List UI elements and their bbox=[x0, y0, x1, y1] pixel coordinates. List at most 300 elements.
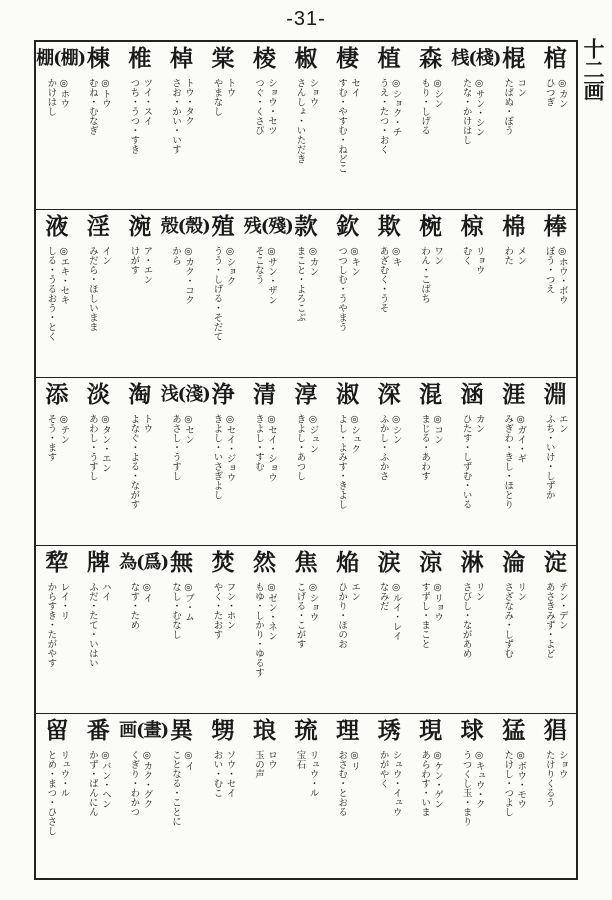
kanji-readings bbox=[493, 414, 535, 509]
kun-reading: うえ・たつ・おく bbox=[377, 78, 389, 154]
kun-reading: つつしむ・うやまう bbox=[336, 246, 348, 332]
kanji-character: 椒 bbox=[294, 45, 318, 72]
kanji-readings bbox=[78, 750, 120, 817]
kanji-character: 棹 bbox=[169, 45, 193, 72]
on-reading: ◎ジュン bbox=[307, 414, 319, 454]
kun-reading: ことなる・ことに bbox=[169, 750, 181, 826]
kanji-character: 植 bbox=[377, 45, 401, 72]
kanji-character: 犂 bbox=[45, 549, 69, 576]
kun-reading: きよし・すむ bbox=[253, 414, 265, 471]
kanji-readings bbox=[78, 414, 120, 481]
on-reading: セイ bbox=[349, 78, 361, 97]
kanji-character: 淫 bbox=[86, 213, 110, 240]
kun-reading: から bbox=[169, 246, 181, 265]
kun-reading: きよし・いさぎよし bbox=[211, 414, 223, 500]
on-reading: ◎コン bbox=[432, 414, 444, 444]
kun-reading: よし・よみす・きよし bbox=[336, 414, 348, 509]
kun-reading: ぼう・つえ bbox=[543, 246, 555, 294]
on-reading: コン bbox=[515, 78, 527, 97]
on-reading: ◎ルイ・レイ bbox=[390, 582, 402, 641]
on-reading: ◎イ bbox=[182, 750, 194, 771]
kanji-readings bbox=[285, 750, 327, 798]
on-reading: イン bbox=[99, 246, 111, 265]
kanji-readings bbox=[327, 78, 369, 173]
on-reading: ア・エン bbox=[141, 246, 153, 284]
kun-reading: そう・ます bbox=[45, 414, 57, 462]
kanji-character: 淘 bbox=[128, 381, 152, 408]
kanji-entry bbox=[119, 546, 169, 713]
kanji-readings bbox=[244, 414, 286, 482]
on-reading: フン・ホン bbox=[224, 582, 236, 630]
kanji-entry bbox=[78, 378, 120, 545]
kanji-character: 淵 bbox=[543, 381, 567, 408]
kanji-entry bbox=[160, 378, 210, 545]
on-reading: ショウ・セツ bbox=[266, 78, 278, 135]
kanji-entry bbox=[327, 42, 369, 209]
kun-reading: しる・うるおう・とく bbox=[45, 246, 57, 341]
kanji-entry bbox=[327, 714, 369, 878]
on-reading: ハイ bbox=[99, 582, 111, 601]
kanji-character: 画(畫) bbox=[119, 720, 169, 741]
kanji-readings bbox=[451, 582, 493, 658]
kanji-readings bbox=[327, 246, 369, 332]
kanji-character: 焔 bbox=[336, 549, 360, 576]
kanji-readings bbox=[244, 246, 286, 305]
on-reading: ◎シュク bbox=[349, 414, 361, 454]
kanji-character: 残(殘) bbox=[243, 216, 293, 237]
on-reading: ◎リ bbox=[349, 750, 361, 771]
on-reading: リン bbox=[515, 582, 527, 601]
section-label-stroke-count: 十二画 bbox=[581, 38, 606, 101]
kanji-character: 欺 bbox=[377, 213, 401, 240]
kanji-entry bbox=[244, 378, 286, 545]
kanji-entry bbox=[244, 546, 286, 713]
kanji-character: 淳 bbox=[294, 381, 318, 408]
kanji-readings bbox=[161, 750, 203, 826]
kanji-character: 理 bbox=[336, 717, 360, 744]
kun-reading: なみだ bbox=[377, 582, 389, 611]
kanji-readings bbox=[161, 414, 203, 481]
kanji-readings bbox=[410, 750, 452, 817]
kun-reading: たばぬ・ぼう bbox=[502, 78, 514, 135]
kanji-character: 甥 bbox=[211, 717, 235, 744]
kanji-entry bbox=[202, 42, 244, 209]
on-reading: ◎ゼン・ネン bbox=[266, 582, 278, 641]
kun-reading: ふだ・たて・いはい bbox=[86, 582, 98, 668]
on-reading: リョウ bbox=[473, 246, 485, 275]
on-reading: ロウ bbox=[266, 750, 278, 769]
on-reading: ワン bbox=[432, 246, 444, 265]
on-reading: ツイ・スイ bbox=[141, 78, 153, 126]
kun-reading: あさし・うすし bbox=[169, 414, 181, 481]
kanji-readings bbox=[534, 246, 576, 305]
kanji-entry bbox=[36, 378, 78, 545]
kanji-entry bbox=[451, 210, 493, 377]
kun-reading: むく bbox=[460, 246, 472, 265]
kanji-entry bbox=[202, 714, 244, 878]
on-reading: リュウ・ル bbox=[58, 750, 70, 798]
kanji-character: 猛 bbox=[502, 717, 526, 744]
kanji-character: 牌 bbox=[86, 549, 110, 576]
kun-reading: ふかし・ふかさ bbox=[377, 414, 389, 481]
kanji-entry bbox=[202, 546, 244, 713]
kun-reading: もゆ・しかり・ゆるす bbox=[253, 582, 265, 677]
kun-reading: みだら・ほしいまま bbox=[86, 246, 98, 332]
kanji-readings bbox=[451, 750, 493, 826]
on-reading: ◎ケン・ゲン bbox=[432, 750, 444, 809]
on-reading: ショウ bbox=[307, 78, 319, 107]
kanji-readings bbox=[285, 414, 327, 481]
on-reading: ◎キ bbox=[390, 246, 402, 267]
kanji-entry bbox=[327, 210, 369, 377]
kanji-readings bbox=[368, 414, 410, 481]
kanji-entry bbox=[119, 210, 161, 377]
kanji-entry bbox=[78, 714, 120, 878]
kun-reading: たけし・つよし bbox=[502, 750, 514, 817]
kanji-character: 為(爲) bbox=[119, 552, 169, 573]
kanji-readings bbox=[119, 414, 161, 509]
kanji-entry bbox=[410, 378, 452, 545]
kun-reading: ふち・いけ・しずか bbox=[543, 414, 555, 500]
kanji-readings bbox=[493, 246, 535, 265]
kanji-readings bbox=[36, 246, 78, 341]
kun-reading: そこなう bbox=[253, 246, 265, 284]
on-reading: ソウ・セイ bbox=[224, 750, 236, 798]
kanji-readings bbox=[327, 414, 369, 509]
kanji-row bbox=[36, 210, 576, 378]
kun-reading: かがやく bbox=[377, 750, 389, 788]
kun-reading: あらわす・いま bbox=[419, 750, 431, 817]
kanji-readings bbox=[244, 78, 286, 135]
kanji-readings bbox=[202, 582, 244, 639]
kanji-row bbox=[36, 714, 576, 878]
on-reading: ◎キュウ・ク bbox=[473, 750, 485, 809]
kanji-readings bbox=[78, 582, 120, 668]
kanji-readings bbox=[451, 414, 493, 509]
kanji-character: 琇 bbox=[377, 717, 401, 744]
kanji-readings bbox=[410, 414, 452, 481]
kanji-character: 浅(淺) bbox=[160, 384, 210, 405]
kanji-entry bbox=[327, 546, 369, 713]
kanji-character: 棉 bbox=[502, 213, 526, 240]
kanji-readings bbox=[451, 246, 493, 275]
kanji-character: 琅 bbox=[253, 717, 277, 744]
kanji-entry bbox=[119, 42, 161, 209]
kanji-entry bbox=[534, 546, 576, 713]
kun-reading: ひたす・しずむ・いる bbox=[460, 414, 472, 509]
kanji-entry bbox=[36, 546, 78, 713]
kanji-character: 猖 bbox=[543, 717, 567, 744]
kanji-character: 然 bbox=[253, 549, 277, 576]
kanji-readings bbox=[119, 246, 161, 284]
kun-reading: やく・たおす bbox=[211, 582, 223, 639]
kanji-readings bbox=[119, 582, 161, 630]
kun-reading: つち・うつ・すき bbox=[128, 78, 140, 154]
kun-reading: ひかり・ほのお bbox=[336, 582, 348, 649]
on-reading: ◎サン・ザン bbox=[266, 246, 278, 305]
kanji-character: 添 bbox=[45, 381, 69, 408]
kanji-entry bbox=[451, 42, 501, 209]
kanji-readings bbox=[368, 750, 410, 817]
on-reading: ◎ホウ bbox=[58, 78, 70, 108]
kanji-character: 焦 bbox=[294, 549, 318, 576]
kanji-character: 淋 bbox=[460, 549, 484, 576]
on-reading: ◎セイ・ショウ bbox=[266, 414, 278, 482]
kanji-character: 琉 bbox=[294, 717, 318, 744]
kanji-row bbox=[36, 378, 576, 546]
kanji-entry bbox=[534, 378, 576, 545]
kanji-readings bbox=[534, 414, 576, 500]
kanji-character: 棍 bbox=[502, 45, 526, 72]
kanji-character: 椎 bbox=[128, 45, 152, 72]
kanji-readings bbox=[534, 78, 576, 108]
kanji-character: 棲 bbox=[336, 45, 360, 72]
kanji-character: 淡 bbox=[86, 381, 110, 408]
kanji-readings bbox=[202, 750, 244, 798]
on-reading: ◎シン bbox=[432, 78, 444, 108]
kanji-readings bbox=[202, 78, 244, 116]
kanji-entry bbox=[493, 210, 535, 377]
page-number: -31- bbox=[286, 8, 326, 30]
kanji-character: 款 bbox=[294, 213, 318, 240]
kanji-character: 棒 bbox=[543, 213, 567, 240]
kanji-readings bbox=[534, 750, 576, 807]
on-reading: トウ・タク bbox=[182, 78, 194, 126]
on-reading: ◎セン bbox=[182, 414, 194, 444]
kanji-entry bbox=[36, 42, 86, 209]
on-reading: ◎ショウ bbox=[307, 582, 319, 622]
kanji-entry bbox=[36, 210, 78, 377]
kanji-character: 棺 bbox=[543, 45, 567, 72]
kanji-entry bbox=[368, 546, 410, 713]
kanji-entry bbox=[368, 714, 410, 878]
kun-reading: あわし・うすし bbox=[86, 414, 98, 481]
kanji-readings bbox=[36, 750, 78, 836]
kanji-readings bbox=[161, 246, 203, 305]
on-reading: ◎カク・コク bbox=[182, 246, 194, 305]
kanji-entry bbox=[493, 546, 535, 713]
kanji-character: 涼 bbox=[419, 549, 443, 576]
kanji-character: 棚(棚) bbox=[36, 48, 86, 69]
kanji-character: 留 bbox=[45, 717, 69, 744]
kanji-character: 淑 bbox=[336, 381, 360, 408]
kun-reading: わん・こばち bbox=[419, 246, 431, 303]
kun-reading: さざなみ・しずむ bbox=[502, 582, 514, 658]
kanji-entry bbox=[119, 378, 161, 545]
kanji-character: 淀 bbox=[543, 549, 567, 576]
kanji-character: 椀 bbox=[419, 213, 443, 240]
on-reading: ◎トウ bbox=[99, 78, 111, 108]
kun-reading: みぎわ・きし・ほとり bbox=[502, 414, 514, 509]
kun-reading: すむ・やすむ・ねどこ bbox=[336, 78, 348, 173]
on-reading: ◎テン bbox=[58, 414, 70, 444]
kanji-character: 淪 bbox=[502, 549, 526, 576]
kanji-entry bbox=[244, 714, 286, 878]
kanji-readings bbox=[202, 414, 244, 500]
kanji-character: 棠 bbox=[211, 45, 235, 72]
kanji-readings bbox=[36, 582, 78, 668]
on-reading: メン bbox=[515, 246, 527, 265]
kanji-readings bbox=[368, 246, 410, 313]
kun-reading: くぎり・わかつ bbox=[128, 750, 140, 817]
kanji-readings bbox=[244, 750, 286, 779]
kun-reading: よなぐ・よる・ながす bbox=[128, 414, 140, 509]
kun-reading: あざむく・うそ bbox=[377, 246, 389, 313]
kanji-readings bbox=[368, 78, 410, 154]
kanji-readings bbox=[493, 582, 535, 658]
kanji-readings bbox=[493, 78, 535, 135]
kanji-character: 無 bbox=[169, 549, 193, 576]
kanji-character: 清 bbox=[253, 381, 277, 408]
kanji-character: 浄 bbox=[211, 381, 235, 408]
kanji-row bbox=[36, 546, 576, 714]
kanji-character: 殖 bbox=[211, 213, 235, 240]
kun-reading: ひつぎ bbox=[543, 78, 555, 107]
kanji-readings bbox=[202, 246, 244, 341]
on-reading: ショウ bbox=[556, 750, 568, 779]
on-reading: リン bbox=[473, 582, 485, 601]
kun-reading: きよし・あつし bbox=[294, 414, 306, 481]
kun-reading: うう・しげる・そだて bbox=[211, 246, 223, 341]
kanji-readings bbox=[493, 750, 535, 817]
kanji-entry bbox=[285, 378, 327, 545]
on-reading: ◎サン・シン bbox=[473, 78, 485, 137]
kun-reading: からすき・たがやす bbox=[45, 582, 57, 668]
kun-reading: たな・かけはし bbox=[460, 78, 472, 145]
kun-reading: うつくし玉・まり bbox=[460, 750, 472, 826]
kanji-readings bbox=[78, 78, 120, 135]
kanji-entry bbox=[119, 714, 169, 878]
kanji-entry bbox=[285, 546, 327, 713]
on-reading: ◎キン bbox=[349, 246, 361, 276]
kanji-character: 球 bbox=[460, 717, 484, 744]
on-reading: ◎タン・エン bbox=[99, 414, 111, 473]
kanji-character: 混 bbox=[419, 381, 443, 408]
on-reading: ◎ガイ・ギ bbox=[515, 414, 527, 463]
on-reading: ◎イ bbox=[141, 582, 153, 603]
kanji-entry bbox=[368, 378, 410, 545]
kanji-readings bbox=[161, 582, 203, 639]
kanji-entry bbox=[451, 714, 493, 878]
kanji-entry bbox=[243, 210, 293, 377]
on-reading: シュウ・イュウ bbox=[390, 750, 402, 817]
kanji-entry bbox=[534, 42, 576, 209]
kanji-readings bbox=[285, 78, 327, 164]
kanji-entry bbox=[78, 210, 120, 377]
on-reading: レイ・リ bbox=[58, 582, 70, 620]
kanji-entry bbox=[244, 42, 286, 209]
kanji-entry bbox=[410, 210, 452, 377]
kanji-character: 涯 bbox=[502, 381, 526, 408]
kanji-readings bbox=[161, 78, 203, 154]
on-reading: ◎ショク・チ bbox=[390, 78, 402, 137]
on-reading: ◎ホウ・ボウ bbox=[556, 246, 568, 305]
kanji-entry bbox=[493, 714, 535, 878]
on-reading: ◎シン bbox=[390, 414, 402, 444]
kanji-entry bbox=[368, 210, 410, 377]
on-reading: リュウ・ル bbox=[307, 750, 319, 798]
on-reading: ◎カン bbox=[307, 246, 319, 276]
kanji-character: 涴 bbox=[128, 213, 152, 240]
on-reading: エン bbox=[349, 582, 361, 601]
kun-reading: あさきみず・よど bbox=[543, 582, 555, 658]
kanji-row bbox=[36, 42, 576, 210]
kun-reading: すずし・まこと bbox=[419, 582, 431, 649]
on-reading: トウ bbox=[224, 78, 236, 97]
on-reading: ◎セイ・ジョウ bbox=[224, 414, 236, 482]
kanji-table bbox=[34, 40, 578, 880]
kanji-readings bbox=[410, 582, 452, 649]
on-reading: ◎カン bbox=[556, 78, 568, 108]
kun-reading: わた bbox=[502, 246, 514, 265]
on-reading: ◎リョウ bbox=[432, 582, 444, 622]
kanji-entry bbox=[410, 546, 452, 713]
kanji-character: 深 bbox=[377, 381, 401, 408]
on-reading: トウ bbox=[141, 414, 153, 433]
kun-reading: とめ・まつ・ひさし bbox=[45, 750, 57, 836]
kanji-readings bbox=[36, 78, 78, 116]
kanji-character: 欽 bbox=[336, 213, 360, 240]
kun-reading: けがす bbox=[128, 246, 140, 275]
kun-reading: こげる・こがす bbox=[294, 582, 306, 649]
kanji-readings bbox=[410, 78, 452, 135]
kanji-readings bbox=[410, 246, 452, 303]
on-reading: テン・デン bbox=[556, 582, 568, 630]
kanji-readings bbox=[119, 750, 161, 817]
on-reading: ◎エキ・セキ bbox=[58, 246, 70, 305]
kanji-entry bbox=[451, 546, 493, 713]
kanji-readings bbox=[244, 582, 286, 677]
kanji-readings bbox=[119, 78, 161, 154]
kun-reading: たけりくるう bbox=[543, 750, 555, 807]
kanji-readings bbox=[327, 750, 369, 817]
kanji-entry bbox=[160, 210, 210, 377]
kanji-character: 桟(棧) bbox=[451, 48, 501, 69]
kun-reading: むね・むなぎ bbox=[86, 78, 98, 135]
kanji-readings bbox=[78, 246, 120, 332]
kanji-entry bbox=[410, 714, 452, 878]
kanji-entry bbox=[161, 42, 203, 209]
kun-reading: おい・むこ bbox=[211, 750, 223, 798]
on-reading: ◎カク・グク bbox=[141, 750, 153, 809]
kanji-readings bbox=[36, 414, 78, 462]
kanji-character: 棟 bbox=[86, 45, 110, 72]
on-reading: ◎ボウ・モウ bbox=[515, 750, 527, 809]
kanji-readings bbox=[534, 582, 576, 658]
kanji-entry bbox=[493, 378, 535, 545]
kun-reading: 玉の声 bbox=[253, 750, 265, 779]
on-reading: ◎ショク bbox=[224, 246, 236, 286]
kun-reading: 宝石 bbox=[294, 750, 306, 769]
kanji-entry bbox=[534, 210, 576, 377]
on-reading: ◎バン・ヘン bbox=[99, 750, 111, 809]
kanji-readings bbox=[285, 246, 327, 322]
on-reading: エン bbox=[556, 414, 568, 433]
kun-reading: かけはし bbox=[45, 78, 57, 116]
kun-reading: つぐ・くさび bbox=[253, 78, 265, 135]
kanji-entry bbox=[78, 546, 120, 713]
kun-reading: もり・しげる bbox=[419, 78, 431, 135]
kun-reading: かず・ばんにん bbox=[86, 750, 98, 817]
kanji-entry bbox=[534, 714, 576, 878]
kun-reading: なし・むなし bbox=[169, 582, 181, 639]
kun-reading: まじる・あわす bbox=[419, 414, 431, 481]
kanji-character: 現 bbox=[419, 717, 443, 744]
kun-reading: さんしょ・いただき bbox=[294, 78, 306, 164]
kanji-entry bbox=[36, 714, 78, 878]
kun-reading: さお・かい・いす bbox=[169, 78, 181, 154]
kanji-character: 森 bbox=[419, 45, 443, 72]
